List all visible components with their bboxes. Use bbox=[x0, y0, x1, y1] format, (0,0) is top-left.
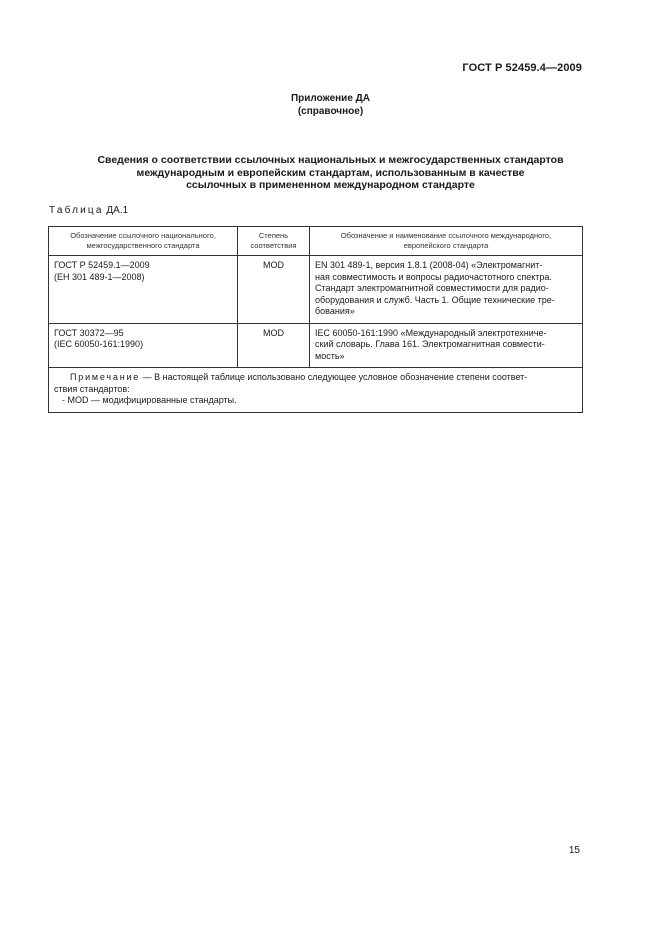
table-header-row bbox=[49, 227, 583, 256]
document-code: ГОСТ Р 52459.4—2009 bbox=[462, 62, 582, 74]
annex-subtitle: (справочное) bbox=[297, 106, 364, 117]
heading-line-2: международным и европейским стандартам, использованным в качестве bbox=[136, 166, 525, 179]
table-note bbox=[49, 368, 583, 413]
note-text-2: ствия стандартов: bbox=[54, 383, 130, 394]
international-standard-cell bbox=[310, 256, 583, 324]
international-text-line: оборудования и служб. Часть 1. Общие технические тре- bbox=[315, 294, 555, 305]
national-standard-code: ГОСТ Р 52459.1—2009 bbox=[54, 260, 150, 270]
annex-title-block bbox=[0, 92, 661, 118]
header-national-standard bbox=[49, 227, 238, 256]
header-international-standard bbox=[310, 227, 583, 256]
header-degree-line-2: соответствия bbox=[250, 241, 297, 250]
international-standard-cell bbox=[310, 323, 583, 368]
international-text-line: мость» bbox=[315, 350, 345, 361]
page-number: 15 bbox=[568, 845, 580, 856]
national-standard-cell bbox=[49, 256, 238, 324]
header-national-line-1: Обозначение ссылочного национального, bbox=[70, 231, 216, 240]
header-national-line-2: межгосударственного стандарта bbox=[86, 241, 200, 250]
national-standard-cell bbox=[49, 323, 238, 368]
degree-cell: MOD bbox=[238, 323, 310, 368]
correspondence-table bbox=[48, 226, 583, 413]
national-standard-equivalent: (ЕН 301 489-1—2008) bbox=[54, 271, 145, 282]
annex-title: Приложение ДА bbox=[290, 93, 371, 104]
heading-line-3: ссылочных в примененном международном стандарте bbox=[186, 179, 475, 192]
table-caption-word: Таблица bbox=[49, 205, 104, 216]
table-row bbox=[49, 323, 583, 368]
international-text-line: ная совместимость и вопросы радиочастотного спектра. bbox=[315, 271, 552, 282]
degree-cell: MOD bbox=[238, 256, 310, 324]
note-text-1: — В настоящей таблице использовано следующее условное обозначение степени соответ- bbox=[140, 372, 528, 382]
table-note-row bbox=[49, 368, 583, 413]
heading-line-1: Сведения о соответствии ссылочных национальных и межгосударственных стандартов bbox=[97, 154, 564, 166]
national-standard-code: ГОСТ 30372—95 bbox=[54, 327, 124, 338]
international-text-line: ский словарь. Глава 161. Электромагнитная совмести- bbox=[315, 339, 545, 349]
international-text-line: EN 301 489-1, версия 1.8.1 (2008-04) «Электромагнит- bbox=[315, 260, 543, 270]
international-text-line: Стандарт электромагнитной совместимости для радио- bbox=[315, 283, 549, 293]
table-caption-id: ДА.1 bbox=[106, 205, 129, 216]
header-degree-line-1: Степень bbox=[258, 231, 289, 240]
note-text-3: - MOD — модифицированные стандарты. bbox=[62, 395, 237, 405]
note-first-line bbox=[54, 372, 577, 384]
header-degree bbox=[238, 227, 310, 256]
section-heading bbox=[60, 154, 601, 192]
note-label: Примечание bbox=[70, 372, 141, 382]
header-international-line-1: Обозначение и наименование ссылочного международного, bbox=[340, 231, 552, 240]
header-international-line-2: европейского стандарта bbox=[403, 241, 489, 250]
table-caption bbox=[49, 205, 128, 216]
national-standard-equivalent: (IEC 60050-161:1990) bbox=[54, 339, 144, 349]
international-text-line: IEC 60050-161:1990 «Международный электротехниче- bbox=[315, 327, 547, 338]
international-text-line: бования» bbox=[315, 306, 355, 316]
table-row bbox=[49, 256, 583, 324]
